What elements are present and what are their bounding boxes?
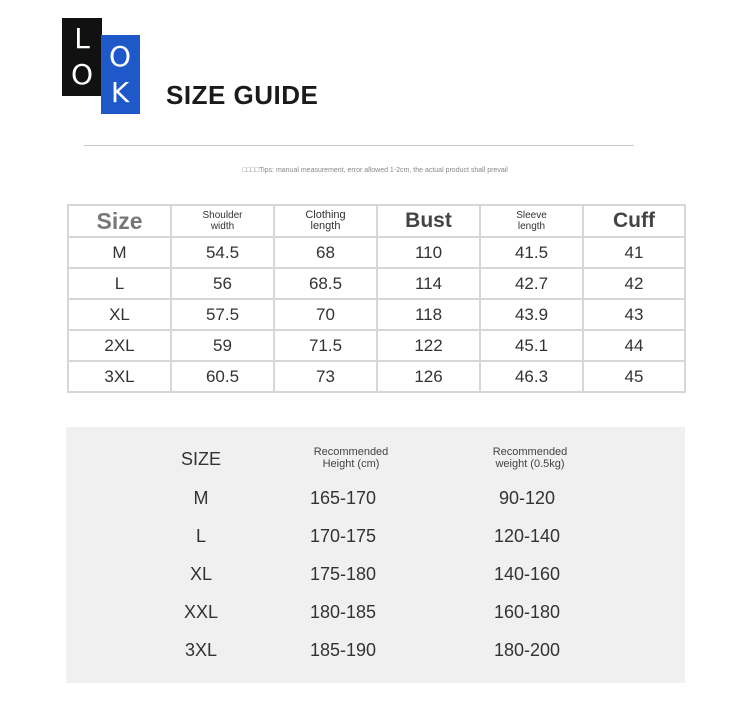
table-cell: 71.5 — [274, 330, 377, 361]
rec-size: XXL — [183, 602, 219, 622]
logo-letter: K — [110, 76, 130, 109]
table-row — [68, 237, 685, 268]
rec-height: 165-170 — [309, 488, 377, 508]
table-cell: 59 — [171, 330, 274, 361]
brand-logo — [62, 18, 140, 114]
table-cell: 70 — [274, 299, 377, 330]
size-spec-table — [67, 204, 686, 393]
rec-height: 175-180 — [309, 564, 377, 584]
rec-size: XL — [189, 564, 213, 584]
rec-height: 180-185 — [309, 602, 377, 622]
rec-header-height-line: Recommended — [313, 446, 389, 458]
rec-height: 170-175 — [309, 526, 377, 546]
measurement-tip: □□□□Tips: manual measurement, error allowed 1-2cm, the actual product shall prevail — [242, 167, 508, 174]
table-cell: 56 — [171, 268, 274, 299]
table-cell: XL — [68, 299, 171, 330]
logo-letter: O — [108, 40, 132, 73]
divider — [84, 145, 634, 146]
table-cell: 114 — [377, 268, 480, 299]
header-cuff: Cuff — [583, 205, 685, 237]
header-bust: Bust — [377, 205, 480, 237]
rec-weight: 140-160 — [493, 564, 561, 584]
rec-weight: 90-120 — [498, 488, 556, 508]
table-row — [68, 268, 685, 299]
recommendation-panel — [66, 427, 685, 683]
table-cell: 46.3 — [480, 361, 583, 392]
table-cell: L — [68, 268, 171, 299]
rec-header-weight-line: Recommended — [492, 446, 568, 458]
rec-weight: 180-200 — [493, 640, 561, 660]
table-cell: 44 — [583, 330, 685, 361]
rec-header-height — [314, 446, 389, 470]
table-cell: 3XL — [68, 361, 171, 392]
table-cell: 57.5 — [171, 299, 274, 330]
table-header-row — [68, 205, 685, 237]
rec-size: L — [195, 526, 207, 546]
table-row — [68, 299, 685, 330]
table-cell: 42 — [583, 268, 685, 299]
table-cell: 110 — [377, 237, 480, 268]
header-shoulder: Shoulder width — [171, 205, 274, 237]
table-row — [68, 361, 685, 392]
header-size: Size — [68, 205, 171, 237]
table-cell: 118 — [377, 299, 480, 330]
table-cell: M — [68, 237, 171, 268]
rec-size: M — [193, 488, 209, 508]
table-cell: 2XL — [68, 330, 171, 361]
table-cell: 126 — [377, 361, 480, 392]
rec-header-weight — [493, 446, 568, 470]
page-title: SIZE GUIDE — [166, 80, 319, 110]
table-cell: 42.7 — [480, 268, 583, 299]
table-cell: 41.5 — [480, 237, 583, 268]
table-cell: 41 — [583, 237, 685, 268]
rec-header-weight-line: weight (0.5kg) — [495, 458, 565, 470]
table-cell: 60.5 — [171, 361, 274, 392]
table-cell: 43 — [583, 299, 685, 330]
table-cell: 68.5 — [274, 268, 377, 299]
rec-height: 185-190 — [309, 640, 377, 660]
table-cell: 122 — [377, 330, 480, 361]
table-cell: 54.5 — [171, 237, 274, 268]
table-cell: 45.1 — [480, 330, 583, 361]
table-cell: 43.9 — [480, 299, 583, 330]
table-cell: 68 — [274, 237, 377, 268]
logo-letter: O — [70, 58, 94, 91]
rec-size: 3XL — [184, 640, 218, 660]
rec-weight: 120-140 — [493, 526, 561, 546]
table-cell: 73 — [274, 361, 377, 392]
table-row — [68, 330, 685, 361]
header-sleeve-length: Sleeve length — [480, 205, 583, 237]
rec-weight: 160-180 — [493, 602, 561, 622]
rec-header-size: SIZE — [180, 449, 222, 469]
table-cell: 45 — [583, 361, 685, 392]
rec-header-height-line: Height (cm) — [322, 458, 380, 470]
header-clothing-length: Clothing length — [274, 205, 377, 237]
logo-letter: L — [74, 22, 90, 55]
